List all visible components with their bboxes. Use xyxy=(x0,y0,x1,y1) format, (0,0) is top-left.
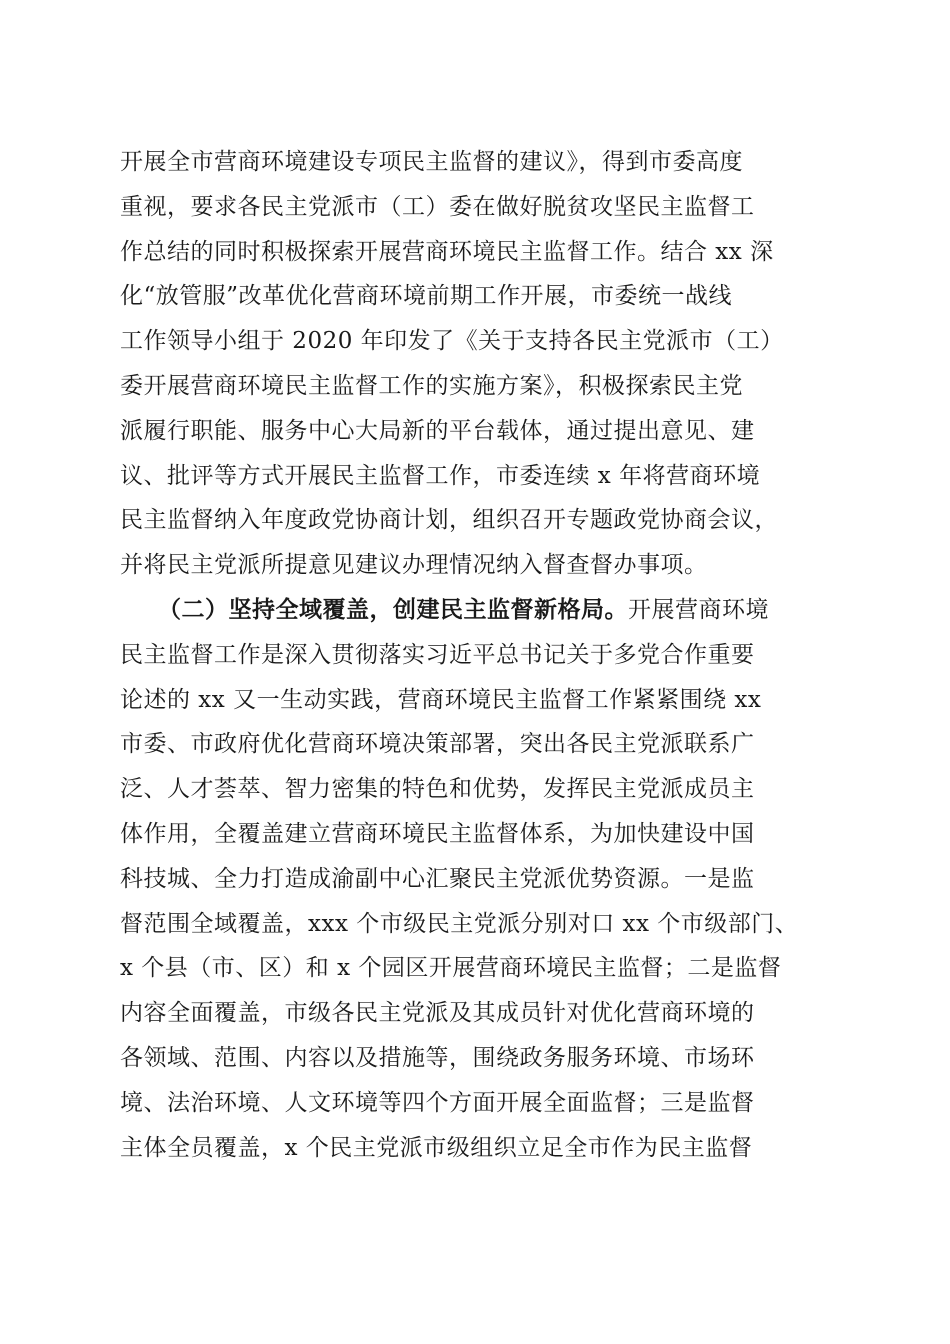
text-line: 泛、人才荟萃、智力密集的特色和优势，发挥民主党派成员主 xyxy=(120,776,755,803)
text-line: 主体全员覆盖，x 个民主党派市级组织立足全市作为民主监督 xyxy=(120,1134,753,1161)
text-line: 议、批评等方式开展民主监督工作，市委连续 x 年将营商环境 xyxy=(120,462,761,489)
text-line: 市委、市政府优化营商环境决策部署，突出各民主党派联系广 xyxy=(120,731,755,758)
text-line: x 个县（市、区）和 x 个园区开展营商环境民主监督；二是监督 xyxy=(120,955,782,982)
text-line: 体作用，全覆盖建立营商环境民主监督体系，为加快建设中国 xyxy=(120,820,755,847)
text-line: 民主监督工作是深入贯彻落实习近平总书记关于多党合作重要 xyxy=(120,641,755,668)
text-line: 化“放管服”改革优化营商环境前期工作开展，市委统一战线 xyxy=(120,283,733,310)
text-line: 并将民主党派所提意见建议办理情况纳入督查督办事项。 xyxy=(120,552,708,579)
text-line: 开展全市营商环境建设专项民主监督的建议》，得到市委高度 xyxy=(120,149,743,175)
text-line: 委开展营商环境民主监督工作的实施方案》，积极探索民主党 xyxy=(120,372,743,399)
text-line: 督范围全域覆盖，xxx 个市级民主党派分别对口 xx 个市级部门、 xyxy=(120,910,799,937)
text-line: 科技城、全力打造成渝副中心汇聚民主党派优势资源。一是监 xyxy=(120,865,755,892)
paragraph-1 xyxy=(120,140,840,588)
text-span: 开展营商环境 xyxy=(628,596,769,623)
paragraph-2 xyxy=(120,588,840,1170)
text-line: 论述的 xx 又一生动实践，营商环境民主监督工作紧紧围绕 xx xyxy=(120,686,762,713)
text-line: 各领域、范围、内容以及措施等，围绕政务服务环境、市场环 xyxy=(120,1044,755,1071)
text-line: 境、法治环境、人文环境等四个方面开展全面监督；三是监督 xyxy=(120,1089,755,1116)
text-line: 作总结的同时积极探索开展营商环境民主监督工作。结合 xx 深 xyxy=(120,238,774,265)
text-line: 派履行职能、服务中心大局新的平台载体，通过提出意见、建 xyxy=(120,417,755,444)
text-line: 工作领导小组于 2020 年印发了《关于支持各民主党派市（工） xyxy=(120,328,784,355)
section-heading: （二）坚持全域覆盖，创建民主监督新格局。 xyxy=(158,595,628,623)
text-line: 内容全面覆盖，市级各民主党派及其成员针对优化营商环境的 xyxy=(120,1000,755,1027)
text-line: 重视，要求各民主党派市（工）委在做好脱贫攻坚民主监督工 xyxy=(120,193,755,220)
document-body xyxy=(120,140,840,1170)
text-line: 民主监督纳入年度政党协商计划，组织召开专题政党协商会议， xyxy=(120,507,778,534)
text-line-first xyxy=(120,588,840,633)
